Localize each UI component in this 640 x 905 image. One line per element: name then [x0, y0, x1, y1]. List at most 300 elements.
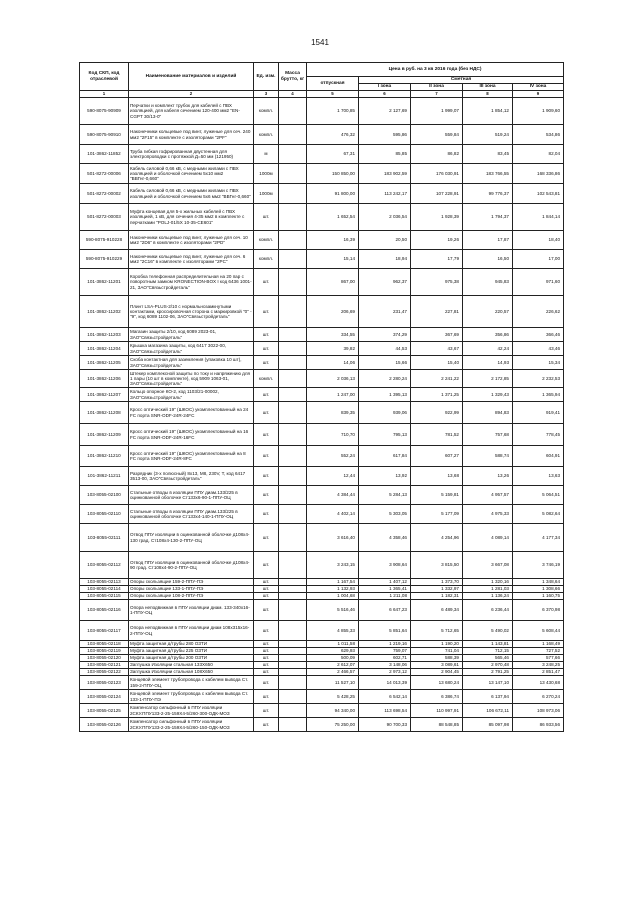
cell-mass	[279, 269, 307, 296]
cell-release: 1 011,58	[307, 641, 359, 648]
cell-unit: компл.	[254, 370, 279, 388]
cell-z3: 13,26	[463, 467, 513, 486]
cell-mass	[279, 250, 307, 269]
cell-release: 500,09	[307, 655, 359, 662]
cell-name: Кросс оптический 19" (ШКОС) укомплектованный на 16 FC порта SNR-ODF-24R-16FC	[129, 424, 254, 446]
cell-z2: 2 904,45	[411, 669, 463, 676]
cell-mass	[279, 641, 307, 648]
cell-release: 15,14	[307, 250, 359, 269]
cell-release: 1 652,54	[307, 204, 359, 231]
table-row	[80, 669, 564, 676]
cell-mass	[279, 621, 307, 641]
cell-z3: 85 097,98	[463, 718, 513, 732]
cell-z2: 975,38	[411, 269, 463, 296]
cell-code: 590-8075-90909	[80, 98, 129, 125]
cell-release: 16,39	[307, 231, 359, 250]
cell-z2: 741,04	[411, 648, 463, 655]
cell-unit: 1000м	[254, 184, 279, 204]
table-row	[80, 446, 564, 467]
cell-z2: 2 241,22	[411, 370, 463, 388]
cell-z3: 1 281,03	[463, 586, 513, 593]
cell-mass	[279, 704, 307, 718]
table-row	[80, 486, 564, 505]
table-row	[80, 184, 564, 204]
table-row	[80, 552, 564, 579]
cell-z1: 3 908,64	[359, 552, 411, 579]
cell-z1: 2 973,12	[359, 669, 411, 676]
cell-mass	[279, 524, 307, 552]
table-row	[80, 505, 564, 524]
cell-mass	[279, 662, 307, 669]
cell-z2: 1 999,07	[411, 98, 463, 125]
cell-code: 101-3862-11210	[80, 446, 129, 467]
cell-code: 501-8272-00006	[80, 164, 129, 184]
cell-code: 101-3862-11202	[80, 296, 129, 328]
cell-z3: 99 776,37	[463, 184, 513, 204]
cell-release: 5 428,25	[307, 690, 359, 704]
cell-name: Муфта концевая для 5-х жильных кабелей с ПВХ изоляцией, 1 кВ, для сечения 4-35 мм2 в комплекте с перчатками "POLJ-01/5X 10-35-CE601"	[129, 204, 254, 231]
cell-z4: 18,40	[513, 231, 564, 250]
cell-release: 4 402,14	[307, 505, 359, 524]
cell-z4: 102 543,81	[513, 184, 564, 204]
cell-z1: 44,53	[359, 342, 411, 356]
cell-mass	[279, 388, 307, 402]
cell-z2: 1 928,39	[411, 204, 463, 231]
cell-unit: шт.	[254, 296, 279, 328]
cell-code: 103-8055-02119	[80, 648, 129, 655]
cell-code: 101-3862-11852	[80, 145, 129, 164]
cell-mass	[279, 669, 307, 676]
column-number: 4	[279, 91, 307, 98]
cell-unit: шт.	[254, 467, 279, 486]
cell-z2: 3 815,50	[411, 552, 463, 579]
cell-z1: 962,37	[359, 269, 411, 296]
cell-mass	[279, 204, 307, 231]
cell-z2: 17,79	[411, 250, 463, 269]
cell-name: Концевой элемент трубопровода с кабелем вывода Ст. 133-1-ППУ-ПЭ	[129, 690, 254, 704]
cell-name: Опоры скользящие 133-1-ППУ-ПЭ	[129, 586, 254, 593]
cell-code: 101-3862-11201	[80, 269, 129, 296]
cell-z3: 1 329,43	[463, 388, 513, 402]
table-row	[80, 342, 564, 356]
table-row	[80, 648, 564, 655]
cell-unit: компл.	[254, 231, 279, 250]
cell-z4: 6 370,98	[513, 600, 564, 621]
cell-z4: 778,45	[513, 424, 564, 446]
cell-code: 103-8055-02115	[80, 593, 129, 600]
cell-z4: 4 177,34	[513, 524, 564, 552]
table-row	[80, 600, 564, 621]
cell-unit: шт.	[254, 655, 279, 662]
cell-z1: 2 127,69	[359, 98, 411, 125]
cell-code: 103-8055-02125	[80, 704, 129, 718]
cell-z4: 1 308,66	[513, 586, 564, 593]
page-number: 1541	[311, 38, 329, 47]
cell-z4: 919,41	[513, 402, 564, 424]
cell-release: 2 612,07	[307, 662, 359, 669]
cell-z2: 88 548,85	[411, 718, 463, 732]
cell-z1: 4 358,46	[359, 524, 411, 552]
cell-z1: 6 542,14	[359, 690, 411, 704]
cell-z3: 3 667,08	[463, 552, 513, 579]
cell-z4: 5 064,51	[513, 486, 564, 505]
cell-z4: 1 160,75	[513, 593, 564, 600]
cell-name: Опора неподвижная в ППУ изоляции диам 108х315х16-2-ППУ-ОЦ	[129, 621, 254, 641]
cell-release: 94 340,00	[307, 704, 359, 718]
cell-z3: 588,74	[463, 446, 513, 467]
cell-z4: 577,66	[513, 655, 564, 662]
cell-release: 1 247,00	[307, 388, 359, 402]
cell-code: 101-3862-11209	[80, 424, 129, 446]
table-row	[80, 164, 564, 184]
cell-z1: 1 365,41	[359, 586, 411, 593]
cell-code: 103-8055-02122	[80, 669, 129, 676]
cell-z3: 757,68	[463, 424, 513, 446]
cell-z2: 5 159,81	[411, 486, 463, 505]
table-row	[80, 704, 564, 718]
cell-z3: 894,83	[463, 402, 513, 424]
table-row	[80, 402, 564, 424]
table-row	[80, 524, 564, 552]
cell-unit: шт.	[254, 424, 279, 446]
cell-z3: 565,46	[463, 655, 513, 662]
cell-unit: шт.	[254, 662, 279, 669]
cell-unit: шт.	[254, 328, 279, 342]
table-row	[80, 579, 564, 586]
cell-mass	[279, 467, 307, 486]
cell-mass	[279, 402, 307, 424]
cell-z4: 5 608,44	[513, 621, 564, 641]
cell-name: Опоры скользящие 159-2-ППУ-ПЭ	[129, 579, 254, 586]
cell-release: 206,69	[307, 296, 359, 328]
cell-mass	[279, 231, 307, 250]
cell-code: 103-8055-02113	[80, 579, 129, 586]
cell-z2: 15,40	[411, 356, 463, 370]
cell-z4: 604,91	[513, 446, 564, 467]
cell-release: 839,35	[307, 402, 359, 424]
cell-z2: 19,26	[411, 231, 463, 250]
cell-unit: шт.	[254, 586, 279, 593]
cell-z3: 6 137,94	[463, 690, 513, 704]
cell-mass	[279, 593, 307, 600]
table-row	[80, 250, 564, 269]
column-number: 2	[129, 91, 254, 98]
cell-mass	[279, 328, 307, 342]
cell-z4: 1 168,49	[513, 641, 564, 648]
cell-unit: шт.	[254, 718, 279, 732]
cell-z2: 607,27	[411, 446, 463, 467]
header-estimate: Сметная	[359, 77, 564, 84]
cell-release: 710,70	[307, 424, 359, 446]
cell-code: 501-8272-00002	[80, 184, 129, 204]
cell-z3: 519,24	[463, 125, 513, 145]
cell-name: Муфта защитная д/трубы 200 ОЗТИ	[129, 655, 254, 662]
cell-z3: 83,45	[463, 145, 513, 164]
cell-code: 103-8055-02123	[80, 676, 129, 690]
cell-unit: шт.	[254, 524, 279, 552]
cell-name: Скоба контактная для заземления (упаковка 10 шт), ЗАО"Связьстройдеталь"	[129, 356, 254, 370]
cell-unit: шт.	[254, 579, 279, 586]
table-row	[80, 621, 564, 641]
table-row	[80, 676, 564, 690]
cell-unit: шт.	[254, 704, 279, 718]
cell-z2: 6 489,34	[411, 600, 463, 621]
cell-z4: 82,04	[513, 145, 564, 164]
cell-code: 101-3862-11207	[80, 388, 129, 402]
cell-name: Концевой элемент трубопровода с кабелем вывода Ст. 159-2-ППУ-ОЦ	[129, 676, 254, 690]
cell-release: 39,82	[307, 342, 359, 356]
header-zone-1: I зона	[359, 84, 411, 91]
cell-z2: 1 182,31	[411, 593, 463, 600]
cell-z4: 2 232,53	[513, 370, 564, 388]
cell-z4: 3 746,19	[513, 552, 564, 579]
header-code: Код СКП, код отраслевой	[80, 63, 129, 91]
cell-mass	[279, 690, 307, 704]
table-row	[80, 593, 564, 600]
cell-mass	[279, 98, 307, 125]
cell-mass	[279, 505, 307, 524]
cell-name: Стальные отводы в изоляции ППУ диам.133/225 в оцинкованной оболочке Ст133х4-140-1-ППУ-ОЦ	[129, 505, 254, 524]
cell-z3: 13 147,10	[463, 676, 513, 690]
cell-z2: 781,52	[411, 424, 463, 446]
cell-z2: 559,84	[411, 125, 463, 145]
cell-code: 103-8055-02114	[80, 586, 129, 593]
cell-mass	[279, 676, 307, 690]
cell-z4: 1 365,94	[513, 388, 564, 402]
cell-name: Опоры скользящие 108-2-ППУ-ПЭ	[129, 593, 254, 600]
cell-unit: шт.	[254, 505, 279, 524]
cell-release: 14,06	[307, 356, 359, 370]
header-release: отпускная	[307, 77, 359, 91]
cell-z1: 374,29	[359, 328, 411, 342]
cell-z2: 110 997,91	[411, 704, 463, 718]
cell-mass	[279, 446, 307, 467]
cell-release: 3 243,15	[307, 552, 359, 579]
cell-z4: 43,46	[513, 342, 564, 356]
cell-z4: 366,46	[513, 328, 564, 342]
table-row	[80, 370, 564, 388]
cell-z1: 617,84	[359, 446, 411, 467]
cell-unit: компл.	[254, 98, 279, 125]
cell-z4: 13,63	[513, 467, 564, 486]
column-number: 9	[513, 91, 564, 98]
cell-unit: шт.	[254, 648, 279, 655]
cell-name: Кросс оптический 19" (ШКОС) укомплектованный на 8 FC порта SNR-ODF-24R-8FC	[129, 446, 254, 467]
table-row	[80, 655, 564, 662]
header-zone-2: II зона	[411, 84, 463, 91]
cell-name: Штекер комплексной защиты по току и напряжению для 1 пары (10 шт в комплекте), код 5909 1063-01, ЗАО"Связьстройдеталь"	[129, 370, 254, 388]
cell-z1: 795,13	[359, 424, 411, 446]
column-number: 3	[254, 91, 279, 98]
cell-z1: 18,94	[359, 250, 411, 269]
cell-z3: 106 672,11	[463, 704, 513, 718]
cell-z1: 5 284,13	[359, 486, 411, 505]
cell-release: 1 132,93	[307, 586, 359, 593]
cell-mass	[279, 586, 307, 593]
cell-name: Компенсатор сильфонный в ППУ изоляции 2СКУ.ППУ133-2-25-159Х4-5/260-300-ОДК-МОЗ	[129, 704, 254, 718]
cell-code: 103-8055-02120	[80, 655, 129, 662]
cell-unit: шт.	[254, 486, 279, 505]
cell-z4: 17,00	[513, 250, 564, 269]
cell-z3: 1 143,81	[463, 641, 513, 648]
cell-code: 103-8055-02111	[80, 524, 129, 552]
cell-unit: шт.	[254, 676, 279, 690]
cell-z1: 90 700,33	[359, 718, 411, 732]
cell-z2: 6 386,74	[411, 690, 463, 704]
table-row	[80, 641, 564, 648]
cell-z4: 3 248,25	[513, 662, 564, 669]
cell-release: 2 466,57	[307, 669, 359, 676]
cell-z1: 14 013,39	[359, 676, 411, 690]
cell-code: 103-8055-02112	[80, 552, 129, 579]
cell-mass	[279, 552, 307, 579]
cell-z2: 176 030,91	[411, 164, 463, 184]
cell-z4: 6 270,24	[513, 690, 564, 704]
table-row	[80, 662, 564, 669]
cell-name: Заглушка Изоляции стальная 133Х650	[129, 662, 254, 669]
cell-release: 4 855,33	[307, 621, 359, 641]
cell-z2: 1 332,97	[411, 586, 463, 593]
cell-z1: 20,50	[359, 231, 411, 250]
column-number: 1	[80, 91, 129, 98]
table-row	[80, 356, 564, 370]
cell-z2: 107 228,91	[411, 184, 463, 204]
cell-name: Заглушка Изоляции стальная 108Х650	[129, 669, 254, 676]
cell-z4: 1 844,14	[513, 204, 564, 231]
cell-z3: 1 794,37	[463, 204, 513, 231]
cell-code: 103-8055-02121	[80, 662, 129, 669]
cell-z1: 1 219,16	[359, 641, 411, 648]
cell-release: 11 527,10	[307, 676, 359, 690]
cell-z3: 2 791,25	[463, 669, 513, 676]
cell-z2: 1 371,25	[411, 388, 463, 402]
price-table	[79, 62, 564, 732]
cell-mass	[279, 145, 307, 164]
cell-unit: компл.	[254, 125, 279, 145]
column-number: 7	[411, 91, 463, 98]
cell-release: 4 384,44	[307, 486, 359, 505]
table-row	[80, 98, 564, 125]
cell-unit: шт.	[254, 600, 279, 621]
cell-release: 75 250,00	[307, 718, 359, 732]
cell-unit: шт.	[254, 552, 279, 579]
cell-mass	[279, 579, 307, 586]
cell-code: 103-8055-02100	[80, 486, 129, 505]
header-price-group: Цена в руб. на 3 кв 2016 года (без НДС)	[307, 63, 564, 77]
table-row	[80, 296, 564, 328]
cell-z3: 356,86	[463, 328, 513, 342]
cell-z4: 168 336,86	[513, 164, 564, 184]
cell-mass	[279, 370, 307, 388]
cell-z2: 13,68	[411, 467, 463, 486]
column-number: 6	[359, 91, 411, 98]
cell-z2: 922,99	[411, 402, 463, 424]
cell-unit: шт.	[254, 446, 279, 467]
cell-z4: 727,52	[513, 648, 564, 655]
cell-z1: 13,92	[359, 467, 411, 486]
cell-code: 101-3862-11208	[80, 402, 129, 424]
table-body	[80, 98, 564, 732]
cell-z1: 85,85	[359, 145, 411, 164]
cell-release: 867,00	[307, 269, 359, 296]
cell-unit: шт.	[254, 269, 279, 296]
header-name: Наименование материалов и изделий	[129, 63, 254, 91]
cell-name: Магазин защиты 2/10, код 6089 2023-01, ЗАО"Связьстройдеталь"	[129, 328, 254, 342]
cell-z4: 226,62	[513, 296, 564, 328]
cell-z3: 712,15	[463, 648, 513, 655]
cell-name: Кабель силовой 0,66 кВ, с медными жилами с ПВХ изоляцией и оболочкой сечением 5х6 мм2 "ВВГнг-0,660"	[129, 184, 254, 204]
cell-code: 101-3862-11205	[80, 356, 129, 370]
cell-code: 101-3862-11211	[80, 467, 129, 486]
cell-z2: 227,81	[411, 296, 463, 328]
cell-mass	[279, 718, 307, 732]
cell-release: 334,55	[307, 328, 359, 342]
cell-code: 590-8075-910228	[80, 231, 129, 250]
cell-name: Коробка телефонная распределительная на 20 пар с поворотным замком KRONECTION-BOX I код 6436 1001-21, ЗАО"Связьстройдеталь"	[129, 269, 254, 296]
cell-z2: 13 680,24	[411, 676, 463, 690]
cell-unit: м	[254, 145, 279, 164]
cell-z1: 602,71	[359, 655, 411, 662]
cell-z4: 534,86	[513, 125, 564, 145]
column-number: 5	[307, 91, 359, 98]
header-mass: Масса брутто, кг	[279, 63, 307, 91]
cell-code: 103-8055-02110	[80, 505, 129, 524]
cell-z3: 42,24	[463, 342, 513, 356]
cell-name: Компенсатор сильфонный в ППУ изоляции 2СКУ.ППУ133-2-25-159Х4-5/260-150-ОДК-МОЗ	[129, 718, 254, 732]
cell-z1: 113 698,54	[359, 704, 411, 718]
cell-z4: 15,34	[513, 356, 564, 370]
cell-name: Стальные отводы в изоляции ППУ диам.133/225 в оцинкованной оболочке Ст133х6-90-1-ППУ-ОЦ	[129, 486, 254, 505]
cell-release: 67,31	[307, 145, 359, 164]
table-row	[80, 204, 564, 231]
cell-name: Крышка магазина защиты, код 6417 3022-00, ЗАО"Связьстройдеталь"	[129, 342, 254, 356]
cell-z4: 5 082,64	[513, 505, 564, 524]
cell-z4: 86 933,56	[513, 718, 564, 732]
cell-z1: 939,06	[359, 402, 411, 424]
cell-unit: шт.	[254, 402, 279, 424]
cell-mass	[279, 486, 307, 505]
cell-z1: 5 303,05	[359, 505, 411, 524]
cell-name: Опора неподвижная в ППУ изоляции диам. 133-340х16-1-ППУ-ОЦ	[129, 600, 254, 621]
cell-code: 590-8075-90910	[80, 125, 129, 145]
cell-z3: 4 957,57	[463, 486, 513, 505]
cell-z1: 5 851,64	[359, 621, 411, 641]
cell-code: 103-8055-02116	[80, 600, 129, 621]
cell-mass	[279, 184, 307, 204]
cell-mass	[279, 600, 307, 621]
table-row	[80, 145, 564, 164]
cell-mass	[279, 296, 307, 328]
header-zone-4: IV зона	[513, 84, 564, 91]
cell-release: 150 850,00	[307, 164, 359, 184]
cell-z3: 220,57	[463, 296, 513, 328]
cell-z2: 5 177,09	[411, 505, 463, 524]
cell-code: 101-3862-11204	[80, 342, 129, 356]
cell-z1: 6 647,23	[359, 600, 411, 621]
cell-z1: 2 280,24	[359, 370, 411, 388]
cell-z2: 1 190,20	[411, 641, 463, 648]
cell-z1: 3 148,06	[359, 662, 411, 669]
cell-release: 2 036,13	[307, 370, 359, 388]
cell-unit: шт.	[254, 204, 279, 231]
cell-name: Отвод ППУ изоляции в оцинкованной оболочке д108х4-90 град. Ст108х4-90-2-ППУ-ОЦ	[129, 552, 254, 579]
cell-name: Муфта защитная д/трубы 225 ОЗТИ	[129, 648, 254, 655]
cell-z2: 43,67	[411, 342, 463, 356]
cell-z2: 5 712,65	[411, 621, 463, 641]
cell-release: 5 516,46	[307, 600, 359, 621]
cell-release: 552,24	[307, 446, 359, 467]
cell-z2: 367,69	[411, 328, 463, 342]
